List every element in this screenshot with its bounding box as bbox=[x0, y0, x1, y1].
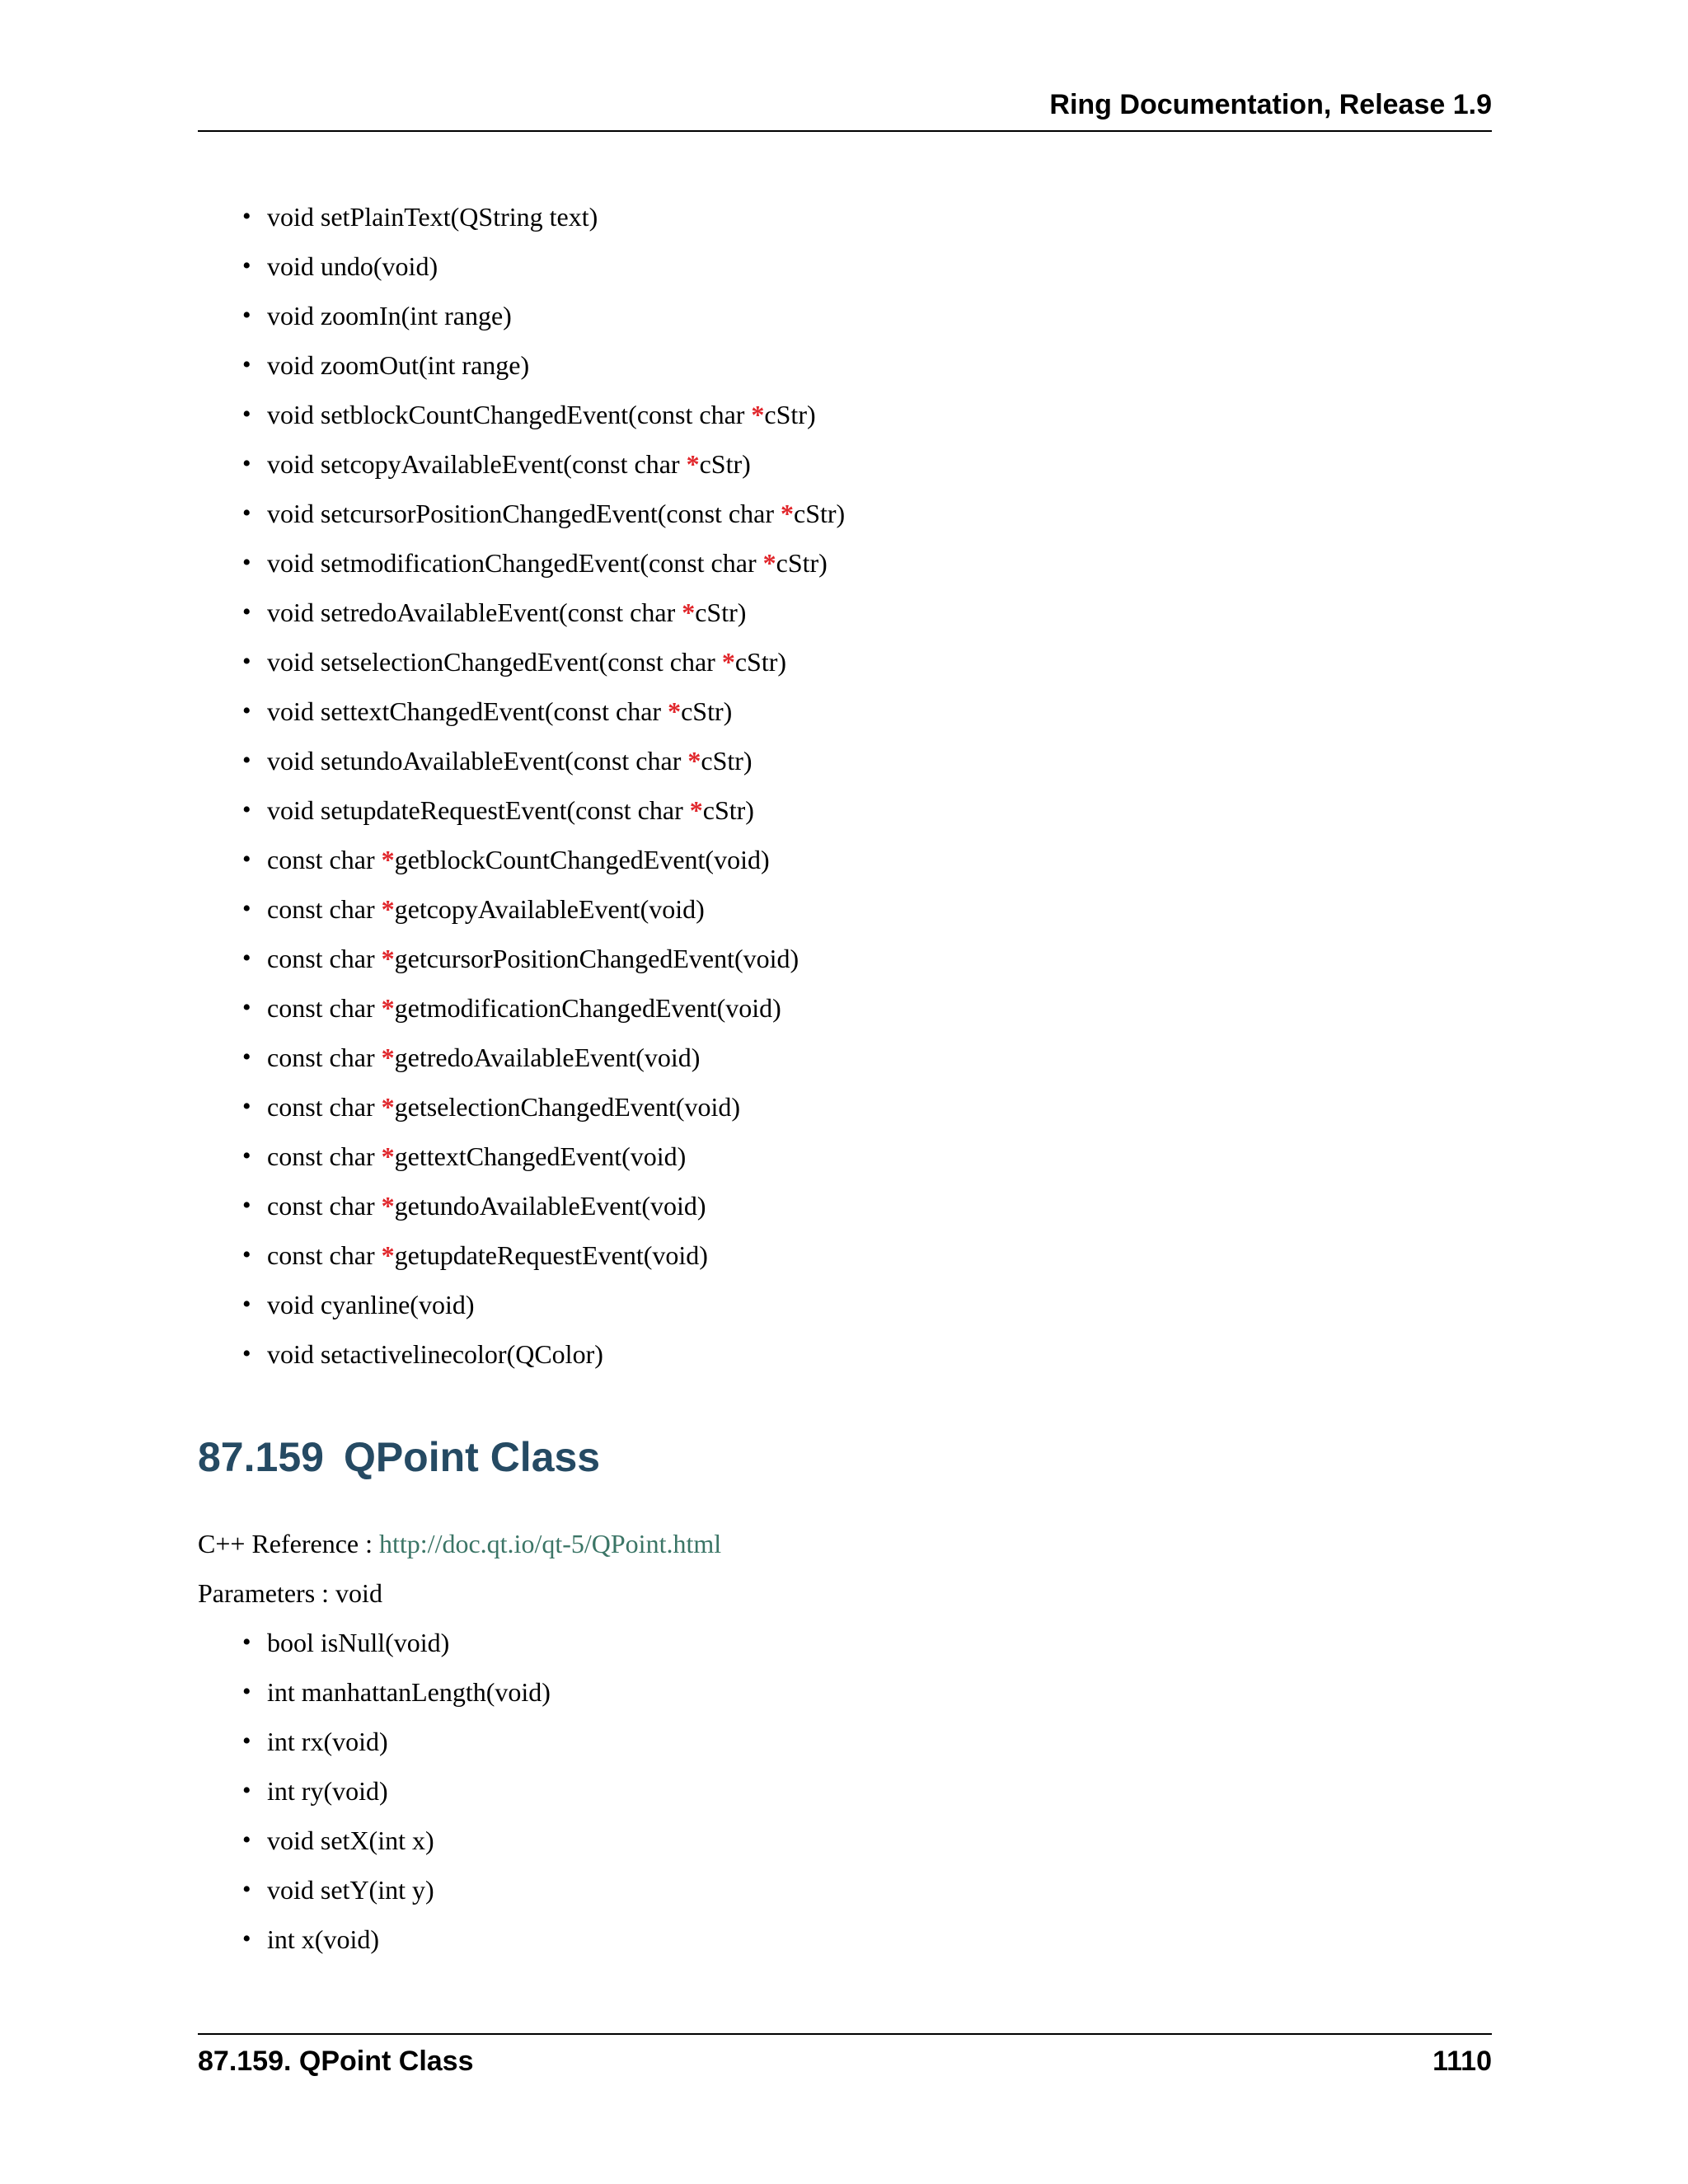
list-item bbox=[239, 192, 845, 241]
bullet-icon: • bbox=[242, 598, 251, 626]
item-text: bool isNull(void) bbox=[267, 1628, 450, 1657]
list-item bbox=[239, 390, 845, 439]
list-item bbox=[239, 241, 845, 291]
item-text-tail: getredoAvailableEvent(void) bbox=[394, 1043, 701, 1072]
pointer-star: * bbox=[721, 647, 735, 677]
bullet-icon: • bbox=[242, 1678, 251, 1705]
list-item bbox=[239, 291, 845, 340]
item-text: void zoomOut(int range) bbox=[267, 350, 530, 380]
list-item bbox=[239, 1915, 551, 1964]
parameters-line: Parameters : void bbox=[198, 1578, 382, 1608]
item-text: void setblockCountChangedEvent(const char bbox=[267, 400, 752, 429]
pointer-star: * bbox=[381, 1092, 395, 1122]
list-item bbox=[239, 1667, 551, 1717]
bullet-icon: • bbox=[242, 1241, 251, 1268]
bullet-icon: • bbox=[242, 549, 251, 576]
reference-link[interactable]: http://doc.qt.io/qt-5/QPoint.html bbox=[379, 1529, 722, 1558]
pointer-star: * bbox=[381, 1043, 395, 1072]
item-text: const char bbox=[267, 845, 382, 874]
bullet-icon: • bbox=[242, 1093, 251, 1120]
list-item bbox=[239, 1230, 845, 1280]
list-item bbox=[239, 934, 845, 983]
list-item bbox=[239, 1033, 845, 1082]
section-number: 87.159 bbox=[198, 1434, 324, 1480]
item-text: const char bbox=[267, 894, 382, 924]
item-text: void setredoAvailableEvent(const char bbox=[267, 598, 682, 627]
list-item bbox=[239, 983, 845, 1033]
pointer-star: * bbox=[381, 1141, 395, 1171]
bullet-icon: • bbox=[242, 252, 251, 279]
bullet-icon: • bbox=[242, 648, 251, 675]
bullet-icon: • bbox=[242, 351, 251, 378]
bullet-icon: • bbox=[242, 1826, 251, 1854]
header-title: Ring Documentation, Release 1.9 bbox=[1049, 89, 1492, 120]
item-text: void setX(int x) bbox=[267, 1825, 434, 1855]
bullet-icon: • bbox=[242, 747, 251, 774]
item-text-tail: cStr) bbox=[734, 647, 787, 677]
pointer-star: * bbox=[686, 449, 700, 479]
list-item bbox=[239, 1082, 845, 1132]
item-text: const char bbox=[267, 993, 382, 1023]
list-item bbox=[239, 1280, 845, 1329]
bullet-icon: • bbox=[242, 1142, 251, 1169]
bullet-icon: • bbox=[242, 1629, 251, 1656]
item-text: int x(void) bbox=[267, 1924, 379, 1954]
pointer-star: * bbox=[381, 993, 395, 1023]
footer-page-number: 1110 bbox=[1432, 2046, 1492, 2077]
page-header bbox=[198, 89, 1492, 132]
bullet-icon: • bbox=[242, 846, 251, 873]
item-text-tail: cStr) bbox=[764, 400, 816, 429]
item-text: void setactivelinecolor(QColor) bbox=[267, 1339, 603, 1369]
item-text-tail: getcursorPositionChangedEvent(void) bbox=[394, 944, 799, 973]
bullet-icon: • bbox=[242, 895, 251, 922]
item-text: void setY(int y) bbox=[267, 1875, 434, 1905]
pointer-star: * bbox=[668, 696, 682, 726]
list-item bbox=[239, 736, 845, 785]
pointer-star: * bbox=[682, 598, 696, 627]
item-text-tail: cStr) bbox=[695, 598, 747, 627]
pointer-star: * bbox=[751, 400, 765, 429]
item-text-tail: cStr) bbox=[793, 499, 846, 528]
footer-section-label: 87.159. QPoint Class bbox=[198, 2046, 474, 2077]
bullet-icon: • bbox=[242, 203, 251, 230]
pointer-star: * bbox=[381, 845, 395, 874]
list-item bbox=[239, 835, 845, 884]
item-text: int ry(void) bbox=[267, 1776, 388, 1806]
bullet-icon: • bbox=[242, 302, 251, 329]
item-text: const char bbox=[267, 1240, 382, 1270]
list-item bbox=[239, 538, 845, 588]
item-text-tail: cStr) bbox=[681, 696, 733, 726]
pointer-star: * bbox=[381, 894, 395, 924]
bullet-icon: • bbox=[242, 450, 251, 477]
list-item bbox=[239, 340, 845, 390]
pointer-star: * bbox=[381, 1240, 395, 1270]
list-item bbox=[239, 588, 845, 637]
item-text-tail: cStr) bbox=[701, 746, 753, 776]
item-text-tail: cStr) bbox=[702, 795, 754, 825]
item-text: void setundoAvailableEvent(const char bbox=[267, 746, 688, 776]
pointer-star: * bbox=[687, 746, 701, 776]
item-text: void settextChangedEvent(const char bbox=[267, 696, 668, 726]
item-text: void setcopyAvailableEvent(const char bbox=[267, 449, 687, 479]
list-item bbox=[239, 1717, 551, 1766]
pointer-star: * bbox=[762, 548, 776, 578]
pointer-star: * bbox=[780, 499, 794, 528]
item-text: void setmodificationChangedEvent(const char bbox=[267, 548, 763, 578]
item-text-tail: cStr) bbox=[776, 548, 828, 578]
item-text-tail: getupdateRequestEvent(void) bbox=[394, 1240, 708, 1270]
bullet-icon: • bbox=[242, 1777, 251, 1804]
reference-label: C++ Reference : bbox=[198, 1529, 379, 1558]
item-text-tail: gettextChangedEvent(void) bbox=[394, 1141, 687, 1171]
bullet-icon: • bbox=[242, 944, 251, 972]
item-text: void zoomIn(int range) bbox=[267, 301, 512, 330]
bullet-icon: • bbox=[242, 1291, 251, 1318]
bullet-icon: • bbox=[242, 1876, 251, 1903]
item-text: const char bbox=[267, 1043, 382, 1072]
item-text-tail: cStr) bbox=[699, 449, 751, 479]
bullet-icon: • bbox=[242, 796, 251, 823]
pointer-star: * bbox=[689, 795, 703, 825]
item-text: const char bbox=[267, 944, 382, 973]
page-footer bbox=[198, 2033, 1492, 2081]
bullet-icon: • bbox=[242, 1192, 251, 1219]
list-item bbox=[239, 884, 845, 934]
list-item bbox=[239, 1132, 845, 1181]
list-item bbox=[239, 1865, 551, 1915]
list-item bbox=[239, 637, 845, 687]
bullet-icon: • bbox=[242, 1340, 251, 1367]
item-text: int manhattanLength(void) bbox=[267, 1677, 551, 1707]
list-item bbox=[239, 1816, 551, 1865]
list-item bbox=[239, 1329, 845, 1379]
bullet-icon: • bbox=[242, 499, 251, 527]
bullet-icon: • bbox=[242, 994, 251, 1021]
bullet-icon: • bbox=[242, 1727, 251, 1755]
list-item bbox=[239, 1181, 845, 1230]
section-title-text: QPoint Class bbox=[343, 1434, 601, 1480]
item-text: void setcursorPositionChangedEvent(const char bbox=[267, 499, 781, 528]
item-text: int rx(void) bbox=[267, 1727, 388, 1756]
item-text-tail: getundoAvailableEvent(void) bbox=[394, 1191, 706, 1221]
bullet-icon: • bbox=[242, 1925, 251, 1952]
pointer-star: * bbox=[381, 1191, 395, 1221]
item-text: const char bbox=[267, 1092, 382, 1122]
list-item bbox=[239, 785, 845, 835]
item-text-tail: getmodificationChangedEvent(void) bbox=[394, 993, 781, 1023]
item-text: void undo(void) bbox=[267, 251, 438, 281]
list-item bbox=[239, 439, 845, 489]
item-text-tail: getselectionChangedEvent(void) bbox=[394, 1092, 741, 1122]
list-item bbox=[239, 489, 845, 538]
item-text: const char bbox=[267, 1141, 382, 1171]
pointer-star: * bbox=[381, 944, 395, 973]
item-text: void setupdateRequestEvent(const char bbox=[267, 795, 690, 825]
cpp-reference-line bbox=[198, 1519, 721, 1568]
section-heading bbox=[198, 1428, 600, 1486]
bullet-icon: • bbox=[242, 1043, 251, 1071]
method-list-qpoint bbox=[239, 1618, 551, 1964]
list-item bbox=[239, 687, 845, 736]
item-text: const char bbox=[267, 1191, 382, 1221]
list-item bbox=[239, 1766, 551, 1816]
bullet-icon: • bbox=[242, 697, 251, 724]
bullet-icon: • bbox=[242, 401, 251, 428]
list-item bbox=[239, 1618, 551, 1667]
item-text-tail: getcopyAvailableEvent(void) bbox=[394, 894, 705, 924]
item-text: void setselectionChangedEvent(const char bbox=[267, 647, 722, 677]
item-text: void setPlainText(QString text) bbox=[267, 202, 598, 232]
method-list-qtextedit bbox=[239, 192, 845, 1379]
item-text-tail: getblockCountChangedEvent(void) bbox=[394, 845, 770, 874]
item-text: void cyanline(void) bbox=[267, 1290, 475, 1319]
